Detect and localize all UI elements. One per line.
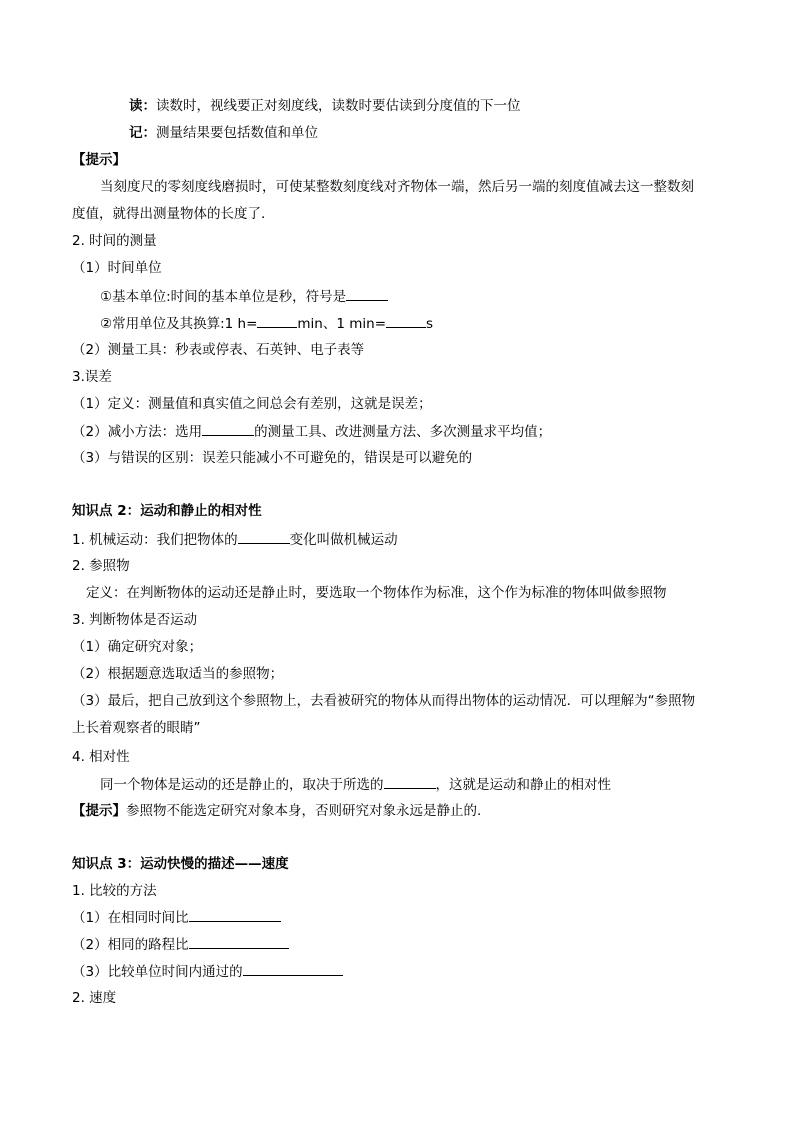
line-tip-2	[72, 802, 481, 820]
read-label: 读：	[129, 98, 156, 114]
compare-time-text: （1）在相同时间比	[72, 910, 189, 926]
line-reference-definition: 定义：在判断物体的运动还是静止时，要选取一个物体作为标准，这个作为标准的物体叫做参照物	[86, 585, 667, 601]
fill-blank-unit-distance[interactable]	[243, 962, 343, 976]
section-error: 3.误差	[72, 369, 112, 385]
line-record-rule	[129, 124, 318, 142]
fill-blank-tool-quality[interactable]	[202, 422, 254, 436]
heading-knowledge-point-2: 知识点 2：运动和静止的相对性	[72, 503, 262, 519]
line-unit-conversion	[100, 314, 433, 333]
line-basic-unit	[100, 287, 388, 306]
motion-text-a: 1. 机械运动：我们把物体的	[72, 532, 238, 548]
read-rule-text: 读数时，视线要正对刻度线，读数时要估读到分度值的下一位	[156, 98, 521, 114]
tip-label-2: 【提示】	[72, 803, 126, 819]
reduction-text-b: 的测量工具、改进测量方法、多次测量求平均值；	[254, 424, 552, 440]
tip-heading-1: 【提示】	[72, 152, 126, 168]
relativity-text-a: 同一个物体是运动的还是静止的，取决于所选的	[100, 777, 384, 793]
line-error-definition: （1）定义：测量值和真实值之间总会有差别，这就是误差；	[72, 396, 432, 412]
section-speed: 2. 速度	[72, 990, 117, 1006]
line-compare-same-distance	[72, 935, 289, 954]
line-judge-step-3-cont: 上长着观察者的眼睛”	[72, 720, 201, 736]
heading-knowledge-point-3: 知识点 3：运动快慢的描述——速度	[72, 856, 289, 872]
section-relativity: 4. 相对性	[72, 749, 130, 765]
line-relativity	[100, 775, 611, 794]
line-judge-step-3: （3）最后，把自己放到这个参照物上，去看被研究的物体从而得出物体的运动情况．可以理解为“参照物	[72, 693, 696, 709]
fill-blank-time[interactable]	[189, 935, 289, 949]
section-judge-motion: 3. 判断物体是否运动	[72, 612, 198, 628]
compare-distance-text: （2）相同的路程比	[72, 937, 189, 953]
tip-text-2: 参照物不能选定研究对象本身，否则研究对象永远是静止的.	[126, 803, 482, 819]
line-judge-step-2: （2）根据题意选取适当的参照物；	[72, 666, 284, 682]
conversion-text-b: min、1 min=	[297, 316, 387, 332]
line-measuring-tools: （2）测量工具：秒表或停表、石英钟、电子表等	[72, 342, 365, 358]
motion-text-b: 变化叫做机械运动	[289, 532, 398, 548]
line-mechanical-motion	[72, 530, 398, 549]
tip-paragraph-line-1: 当刻度尺的零刻度线磨损时，可使某整数刻度线对齐物体一端，然后另一端的刻度值减去这一整数刻	[100, 179, 694, 195]
reduction-text-a: （2）减小方法：选用	[72, 424, 203, 440]
line-compare-unit-time	[72, 962, 343, 981]
fill-blank-symbol[interactable]	[346, 287, 388, 301]
record-label: 记：	[129, 125, 156, 141]
fill-blank-reference[interactable]	[384, 775, 436, 789]
section-reference-object: 2. 参照物	[72, 558, 130, 574]
section-comparison-methods: 1. 比较的方法	[72, 883, 157, 899]
fill-blank-minute-seconds[interactable]	[386, 314, 426, 328]
conversion-text-a: ②常用单位及其换算:1 h=	[100, 316, 258, 332]
fill-blank-hour-minutes[interactable]	[257, 314, 297, 328]
basic-unit-text: ①基本单位:时间的基本单位是秒，符号是	[100, 289, 347, 305]
line-error-vs-mistake: （3）与错误的区别：误差只能减小不可避免的，错误是可以避免的	[72, 450, 473, 466]
record-rule-text: 测量结果要包括数值和单位	[156, 125, 318, 141]
conversion-text-c: s	[426, 316, 434, 332]
line-judge-step-1: （1）确定研究对象；	[72, 639, 203, 655]
line-compare-same-time	[72, 908, 281, 927]
line-read-rule	[129, 97, 521, 115]
relativity-text-b: ，这就是运动和静止的相对性	[435, 777, 611, 793]
section-time-measurement: 2. 时间的测量	[72, 233, 157, 249]
fill-blank-distance[interactable]	[189, 908, 281, 922]
fill-blank-position[interactable]	[238, 530, 290, 544]
compare-unit-text: （3）比较单位时间内通过的	[72, 964, 243, 980]
subsection-time-unit: （1）时间单位	[72, 260, 162, 276]
line-error-reduction	[72, 422, 551, 441]
tip-paragraph-line-2: 度值，就得出测量物体的长度了.	[72, 206, 266, 222]
